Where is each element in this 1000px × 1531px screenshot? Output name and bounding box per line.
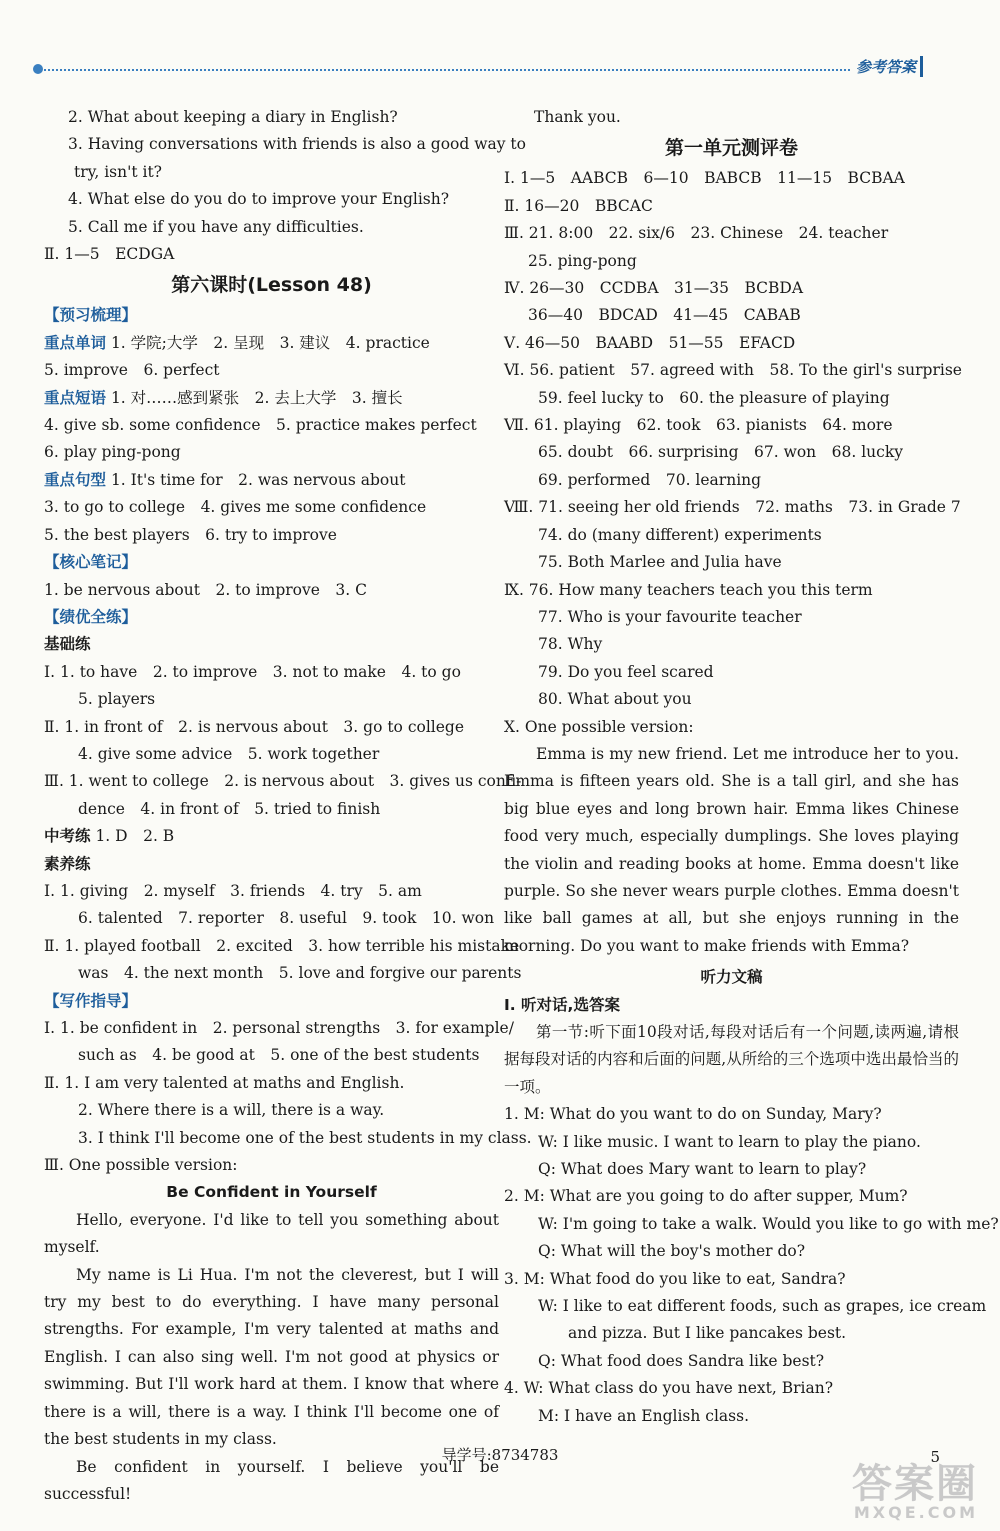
label: 重点短语	[44, 388, 107, 407]
essay-paragraph: Emma is my new friend. Let me introduce her to you. Emma is fifteen years old. She is a tall girl, and she has big blue eyes and long brown hair. Emma likes Chinese food very much, especially dumplings. She loves playing the violin and reading books at home. Emma doesn't like purple. So she never wears purple clothes. Emma doesn't like ball games at all, but she enjoys running in the morning. Do you want to make friends with Emma?	[504, 744, 959, 955]
watermark-url: MXQE.COM	[853, 1503, 978, 1522]
essay-paragraph: Hello, everyone. I'd like to tell you something about myself.	[44, 1210, 499, 1257]
text-line: Ⅲ. One possible version:	[44, 1156, 238, 1175]
dialogue-line: and pizza. But I like pancakes best.	[568, 1324, 847, 1343]
text-line: 4. What else do you do to improve your English?	[68, 190, 450, 209]
dialogue-line: Q: What food does Sandra like best?	[538, 1351, 825, 1370]
text-line: 2. What about keeping a diary in English?	[68, 108, 398, 126]
answer-line: 79. Do you feel scared	[538, 662, 714, 681]
listening-section: Ⅰ. 听对话,选答案	[504, 995, 620, 1014]
lesson-title: 第六课时(Lesson 48)	[171, 274, 372, 297]
page-number: 5	[930, 1448, 940, 1466]
answer-line: 80. What about you	[538, 690, 692, 709]
text-line: 4. give some advice 5. work together	[78, 744, 380, 763]
text-line: 3. I think I'll become one of the best students in my class.	[78, 1128, 532, 1147]
text: 1. D 2. B	[90, 827, 175, 846]
answer-line: Ⅲ. 21. 8:00 22. six/6 23. Chinese 24. teacher	[504, 224, 889, 243]
answer-line: Ⅴ. 46—50 BAABD 51—55 EFACD	[504, 333, 796, 352]
text-line: 6. play ping-pong	[44, 443, 181, 462]
answer-line: 65. doubt 66. surprising 67. won 68. lucky	[538, 443, 903, 462]
text-line: 5. the best players 6. try to improve	[44, 525, 337, 544]
answer-line: 36—40 BDCAD 41—45 CABAB	[528, 306, 801, 325]
essay-paragraph: My name is Li Hua. I'm not the cleverest, but I will try my best to do everything. I have many personal strengths. For example, I'm very talented at maths and English. I can also sing well. I'm not good at physics or swimming. But I'll work hard at them. I know that where there is a will, there is a way. I think I'll become one of the best students in my class.	[44, 1265, 499, 1449]
answer-line: 78. Why	[538, 635, 603, 654]
text: 1. 对……感到紧张 2. 去上大学 3. 擅长	[106, 388, 403, 407]
listening-intro: 第一节:听下面10段对话,每段对话后有一个问题,读两遍,请根据每段对话的内容和后面的问题,从所给的三个选项中选出最恰当的一项。	[504, 1023, 959, 1096]
dialogue-line: W: I like to eat different foods, such as grapes, ice cream	[538, 1297, 987, 1316]
answer-line: Ⅹ. One possible version:	[504, 717, 694, 736]
dialogue-line: W: I'm going to take a walk. Would you like to go with me?	[538, 1214, 999, 1233]
section-heading: 【预习梳理】	[44, 306, 138, 325]
text: 1. It's time for 2. was nervous about	[106, 470, 406, 489]
answer-line: Ⅶ. 61. playing 62. took 63. pianists 64. more	[504, 416, 893, 435]
answer-line: Ⅵ. 56. patient 57. agreed with 58. To the girl's surprise	[504, 361, 962, 380]
footer-guide-number: 导学号:8734783	[441, 1446, 559, 1464]
sub-heading: 基础练	[44, 635, 91, 654]
dialogue-line: M: I have an English class.	[538, 1406, 750, 1425]
right-column	[504, 104, 999, 1430]
text-line: 5. improve 6. perfect	[44, 361, 220, 380]
dialogue-line: 2. M: What are you going to do after supper, Mum?	[504, 1187, 908, 1206]
text-line: Thank you.	[534, 108, 621, 126]
answer-line: 75. Both Marlee and Julia have	[538, 553, 782, 572]
text-line: Ⅱ. 1. I am very talented at maths and English.	[44, 1073, 405, 1092]
text-line: such as 4. be good at 5. one of the best students	[78, 1046, 480, 1065]
answer-line: 25. ping-pong	[528, 251, 637, 270]
sub-heading: 素养练	[44, 854, 91, 873]
dialogue-line: 4. W: What class do you have next, Brian?	[504, 1379, 834, 1398]
dialogue-line: 1. M: What do you want to do on Sunday, Mary?	[504, 1105, 882, 1124]
header-rule	[40, 69, 850, 71]
answer-line: 77. Who is your favourite teacher	[538, 607, 802, 626]
header-tag: 参考答案	[856, 56, 923, 77]
unit-title: 第一单元测评卷	[664, 137, 798, 160]
text-line: 1. be nervous about 2. to improve 3. C	[44, 580, 367, 599]
listening-title: 听力文稿	[700, 968, 763, 987]
text-line: Ⅱ. 1. played football 2. excited 3. how terrible his mistake	[44, 936, 520, 955]
text-line: Ⅲ. 1. went to college 2. is nervous about 3. gives us confi-	[44, 772, 522, 791]
label: 中考练	[44, 827, 91, 846]
text-line: 5. Call me if you have any difficulties.	[68, 217, 364, 236]
text: 1. 学院;大学 2. 呈现 3. 建议 4. practice	[106, 333, 430, 352]
text-line: try, isn't it?	[74, 162, 162, 181]
text-line: 3. Having conversations with friends is also a good way to	[68, 135, 526, 154]
text-line: dence 4. in front of 5. tried to finish	[78, 799, 381, 818]
label: 重点单词	[44, 333, 107, 352]
dialogue-line: 3. M: What food do you like to eat, Sandra?	[504, 1269, 846, 1288]
section-heading: 【绩优全练】	[44, 607, 138, 626]
text-line: 5. players	[78, 690, 156, 709]
text-line: 6. talented 7. reporter 8. useful 9. took 10. won	[78, 909, 495, 928]
dialogue-line: W: I like music. I want to learn to play the piano.	[538, 1132, 921, 1151]
section-heading: 【核心笔记】	[44, 553, 138, 572]
text-line: Ⅰ. 1. to have 2. to improve 3. not to make 4. to go	[44, 662, 461, 681]
dialogue-line: Q: What will the boy's mother do?	[538, 1242, 806, 1261]
watermark-logo: 答案圈	[852, 1461, 978, 1507]
answer-line: Ⅷ. 71. seeing her old friends 72. maths 73. in Grade 7	[504, 498, 961, 517]
section-heading: 【写作指导】	[44, 991, 138, 1010]
text-line: 3. to go to college 4. gives me some confidence	[44, 498, 427, 517]
label: 重点句型	[44, 470, 107, 489]
text-line: was 4. the next month 5. love and forgive our parents	[78, 964, 522, 983]
answer-line: 74. do (many different) experiments	[538, 525, 822, 544]
text-line: 4. give sb. some confidence 5. practice makes perfect	[44, 416, 477, 435]
answer-line: Ⅱ. 16—20 BBCAC	[504, 196, 653, 215]
text-line: Ⅰ. 1. be confident in 2. personal strengths 3. for example/	[44, 1019, 514, 1037]
text-line: Ⅱ. 1—5 ECDGA	[44, 245, 175, 264]
dialogue-line: Q: What does Mary want to learn to play?	[538, 1160, 867, 1179]
answer-line: Ⅳ. 26—30 CCDBA 31—35 BCBDA	[504, 279, 804, 298]
answer-line: Ⅰ. 1—5 AABCB 6—10 BABCB 11—15 BCBAA	[504, 169, 905, 188]
essay-paragraph: Be confident in yourself. I believe you'll be successful!	[44, 1457, 499, 1503]
essay-title: Be Confident in Yourself	[166, 1183, 377, 1202]
answer-line: 59. feel lucky to 60. the pleasure of playing	[538, 388, 890, 407]
text-line: Ⅰ. 1. giving 2. myself 3. friends 4. try 5. am	[44, 881, 422, 900]
text-line: 2. Where there is a will, there is a way.	[78, 1101, 385, 1120]
answer-line: 69. performed 70. learning	[538, 470, 762, 489]
text-line: Ⅱ. 1. in front of 2. is nervous about 3. go to college	[44, 717, 465, 736]
answer-line: Ⅸ. 76. How many teachers teach you this term	[504, 580, 873, 599]
